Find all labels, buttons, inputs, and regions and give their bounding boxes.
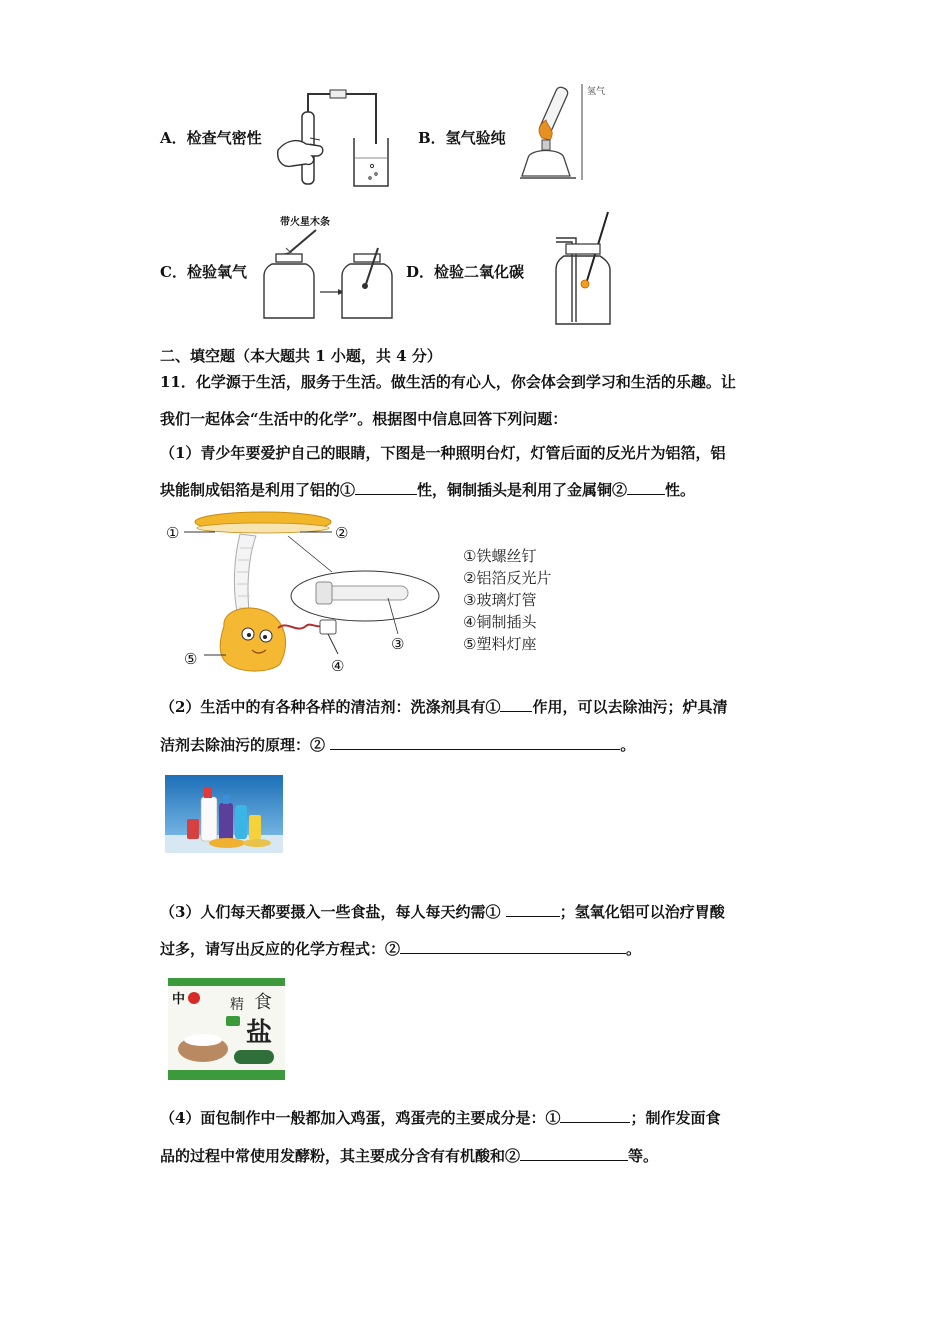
option-c-label: C．检验氧气 (160, 263, 247, 281)
part2-line-2 (160, 734, 635, 755)
part4-line-1 (160, 1107, 720, 1128)
part4-text-a: （4）面包制作中一般都加入鸡蛋，鸡蛋壳的主要成分是：① (160, 1109, 561, 1127)
lamp-marker-4: ④ (331, 657, 345, 675)
part2-text-d: 。 (620, 736, 636, 754)
part3-text-b: ；氢氧化铝可以治疗胃酸 (559, 903, 725, 921)
answer-blank-3-2[interactable] (400, 939, 626, 954)
part3-text-a: （3）人们每天都要摄入一些食盐，每人每天约需① (160, 903, 501, 921)
lamp-legend-item-5: ⑤塑料灯座 (463, 635, 537, 653)
part2-line-1 (160, 696, 727, 717)
salt-word-2: 食 (254, 992, 272, 1013)
lamp-legend-item-2: ②铝箔反光片 (463, 569, 552, 587)
part4-text-b: ；制作发面食 (630, 1109, 721, 1127)
lamp-marker-2: ② (335, 524, 349, 542)
part1-line-2 (160, 479, 695, 500)
seeds-icon (234, 1050, 274, 1064)
q11-intro-line-1: 11．化学源于生活，服务于生活。做生活的有心人，你会体会到学习和生活的乐趣。让 (160, 373, 736, 391)
brand-logo-icon (188, 992, 200, 1004)
salt-package-photo (168, 978, 285, 1080)
part3-line-1 (160, 901, 725, 922)
part4-text-d: 等。 (628, 1147, 659, 1165)
answer-blank-4-2[interactable] (520, 1146, 628, 1161)
lamp-marker-3: ③ (391, 635, 405, 653)
salt-heap-icon (184, 1034, 222, 1046)
answer-blank-4-1[interactable] (560, 1108, 630, 1123)
salt-word-3: 盐 (246, 1018, 273, 1048)
part3-text-c: 过多，请写出反应的化学方程式：② (160, 940, 401, 958)
answer-blank-1-1[interactable] (355, 480, 417, 495)
salt-brand-text: 中 (172, 992, 186, 1007)
option-b-label: B．氢气验纯 (418, 129, 506, 147)
q11-intro-line-2: 我们一起体会“生活中的化学”。根据图中信息回答下列问题： (160, 410, 568, 428)
lamp-marker-5: ⑤ (184, 650, 198, 668)
lamp-legend-item-4: ④铜制插头 (463, 613, 537, 631)
cleaning-products-photo (165, 775, 283, 853)
option-d-label: D．检验二氧化碳 (406, 263, 525, 281)
section-heading: 二、填空题（本大题共 1 小题，共 4 分） (160, 347, 442, 365)
oxygen-test-figure (258, 226, 398, 326)
lamp-marker-1: ① (166, 524, 180, 542)
lamp-legend-item-3: ③玻璃灯管 (463, 591, 537, 609)
part2-text-b: 作用，可以去除油污；炉具清 (532, 698, 728, 716)
answer-blank-1-2[interactable] (627, 480, 665, 495)
salt-word-1: 精 (230, 997, 244, 1013)
part1-line-1: （1）青少年要爱护自己的眼睛，下图是一种照明台灯，灯管后面的反光片为铝箔，铝 (160, 444, 726, 462)
lamp-legend (463, 545, 551, 655)
part2-text-c: 洁剂去除油污的原理：② (160, 736, 326, 754)
part1-text-b: 性，铜制插头是利用了金属铜② (417, 481, 628, 499)
hydrogen-figure-label: 氢气 (587, 87, 606, 97)
lamp-legend-item-1: ①铁螺丝钉 (463, 547, 537, 565)
answer-blank-2-2[interactable] (330, 735, 620, 750)
part4-text-c: 品的过程中常使用发酵粉，其主要成分含有有机酸和② (160, 1147, 521, 1165)
option-a-label: A．检查气密性 (160, 129, 262, 147)
green-tag-icon (226, 1016, 240, 1026)
co2-test-figure (550, 210, 620, 328)
answer-blank-2-1[interactable] (500, 697, 532, 712)
part3-line-2 (160, 938, 641, 959)
part3-text-d: 。 (626, 940, 642, 958)
part1-text-c: 性。 (665, 481, 696, 499)
glowing-splint-label: 带火星木条 (280, 217, 330, 228)
part4-line-2 (160, 1145, 658, 1166)
airtightness-check-figure (272, 86, 392, 190)
part2-text-a: （2）生活中的有各种各样的清洁剂：洗涤剂具有① (160, 698, 501, 716)
part1-text-a: 块能制成铝箔是利用了铝的① (160, 481, 356, 499)
answer-blank-3-1[interactable] (506, 902, 560, 917)
